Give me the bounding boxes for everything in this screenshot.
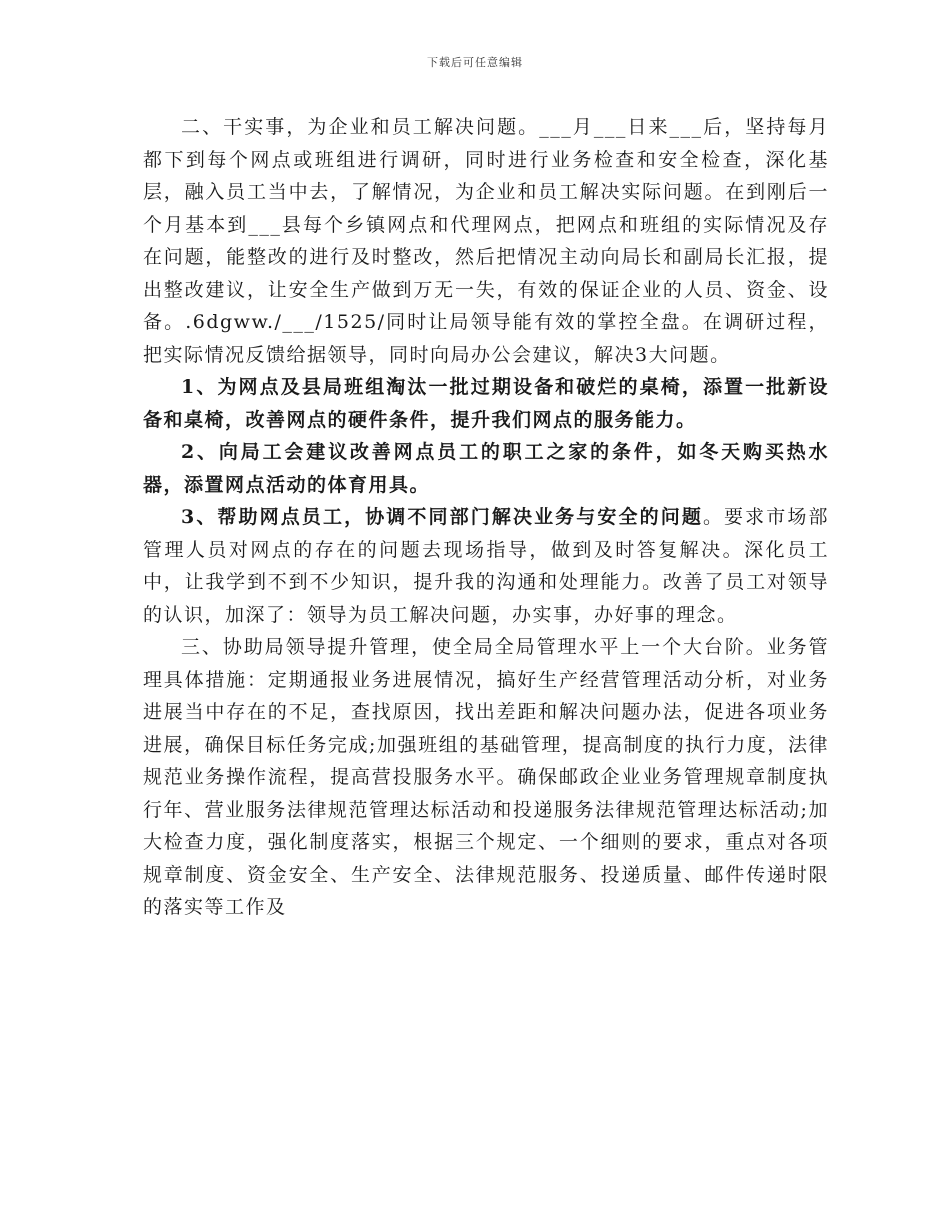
paragraph-bold-lead: 1、为网点及县局班组淘汰一批过期设备和破烂的桌椅，添置一批新设备和桌椅，改善网点的硬件条件，提升我们网点的服务能力。: [143, 376, 829, 431]
paragraph-text: 二、干实事，为企业和员工解决问题。___月___日来___后，坚持每月都下到每个网点或班组进行调研，同时进行业务检查和安全检查，深化基层，融入员工当中去，了解情况，为企业和员工解决实际问题。在到刚后一个月基本到___县每个乡镇网点和代理网点，把网点和班组的实际情况及存在问题，能整改的进行及时整改，然后把情况主动向局长和副局长汇报，提出整改建议，让安全生产做到万无一失，有效的保证企业的人员、资金、设备。.6dgww./___/1525/同时让局领导能有效的掌控全盘。在调研过程，把实际情况反馈给据领导，同时向局办公会建议，解决3大问题。: [143, 116, 829, 366]
paragraph-text: 三、协助局领导提升管理，使全局全局管理水平上一个大台阶。业务管理具体措施：定期通报业务进展情况，搞好生产经营管理活动分析，对业务进展当中存在的不足，查找原因，找出差距和解决问题办法，促进各项业务进展，确保目标任务完成;加强班组的基础管理，提高制度的执行力度，法律规范业务操作流程，提高营投服务水平。确保邮政企业业务管理规章制度执行年、营业服务法律规范管理达标活动和投递服务法律规范管理达标活动;加大检查力度，强化制度落实，根据三个规定、一个细则的要求，重点对各项规章制度、资金安全、生产安全、法律规范服务、投递质量、邮件传递时限的落实等工作及: [143, 636, 829, 918]
paragraph-section-three: [143, 631, 829, 924]
paragraph-bold-lead: 3、帮助网点员工，协调不同部门解决业务与安全的问题: [181, 506, 703, 528]
paragraph-text: 。要求市场部管理人员对网点的存在的问题去现场指导，做到及时答复解决。深化员工中，让我学到不到不少知识，提升我的沟通和处理能力。改善了员工对领导的认识，加深了：领导为员工解决问题，办实事，办好事的理念。: [143, 506, 829, 626]
paragraph-item-3: [143, 501, 829, 631]
document-body: [143, 111, 829, 924]
paragraph-section-two: [143, 111, 829, 371]
paragraph-bold-lead: 2、向局工会建议改善网点员工的职工之家的条件，如冬天购买热水器，添置网点活动的体育用具。: [143, 441, 829, 496]
paragraph-item-1: [143, 371, 829, 436]
paragraph-item-2: [143, 436, 829, 501]
page-header: 下载后可任意编辑: [427, 56, 523, 69]
